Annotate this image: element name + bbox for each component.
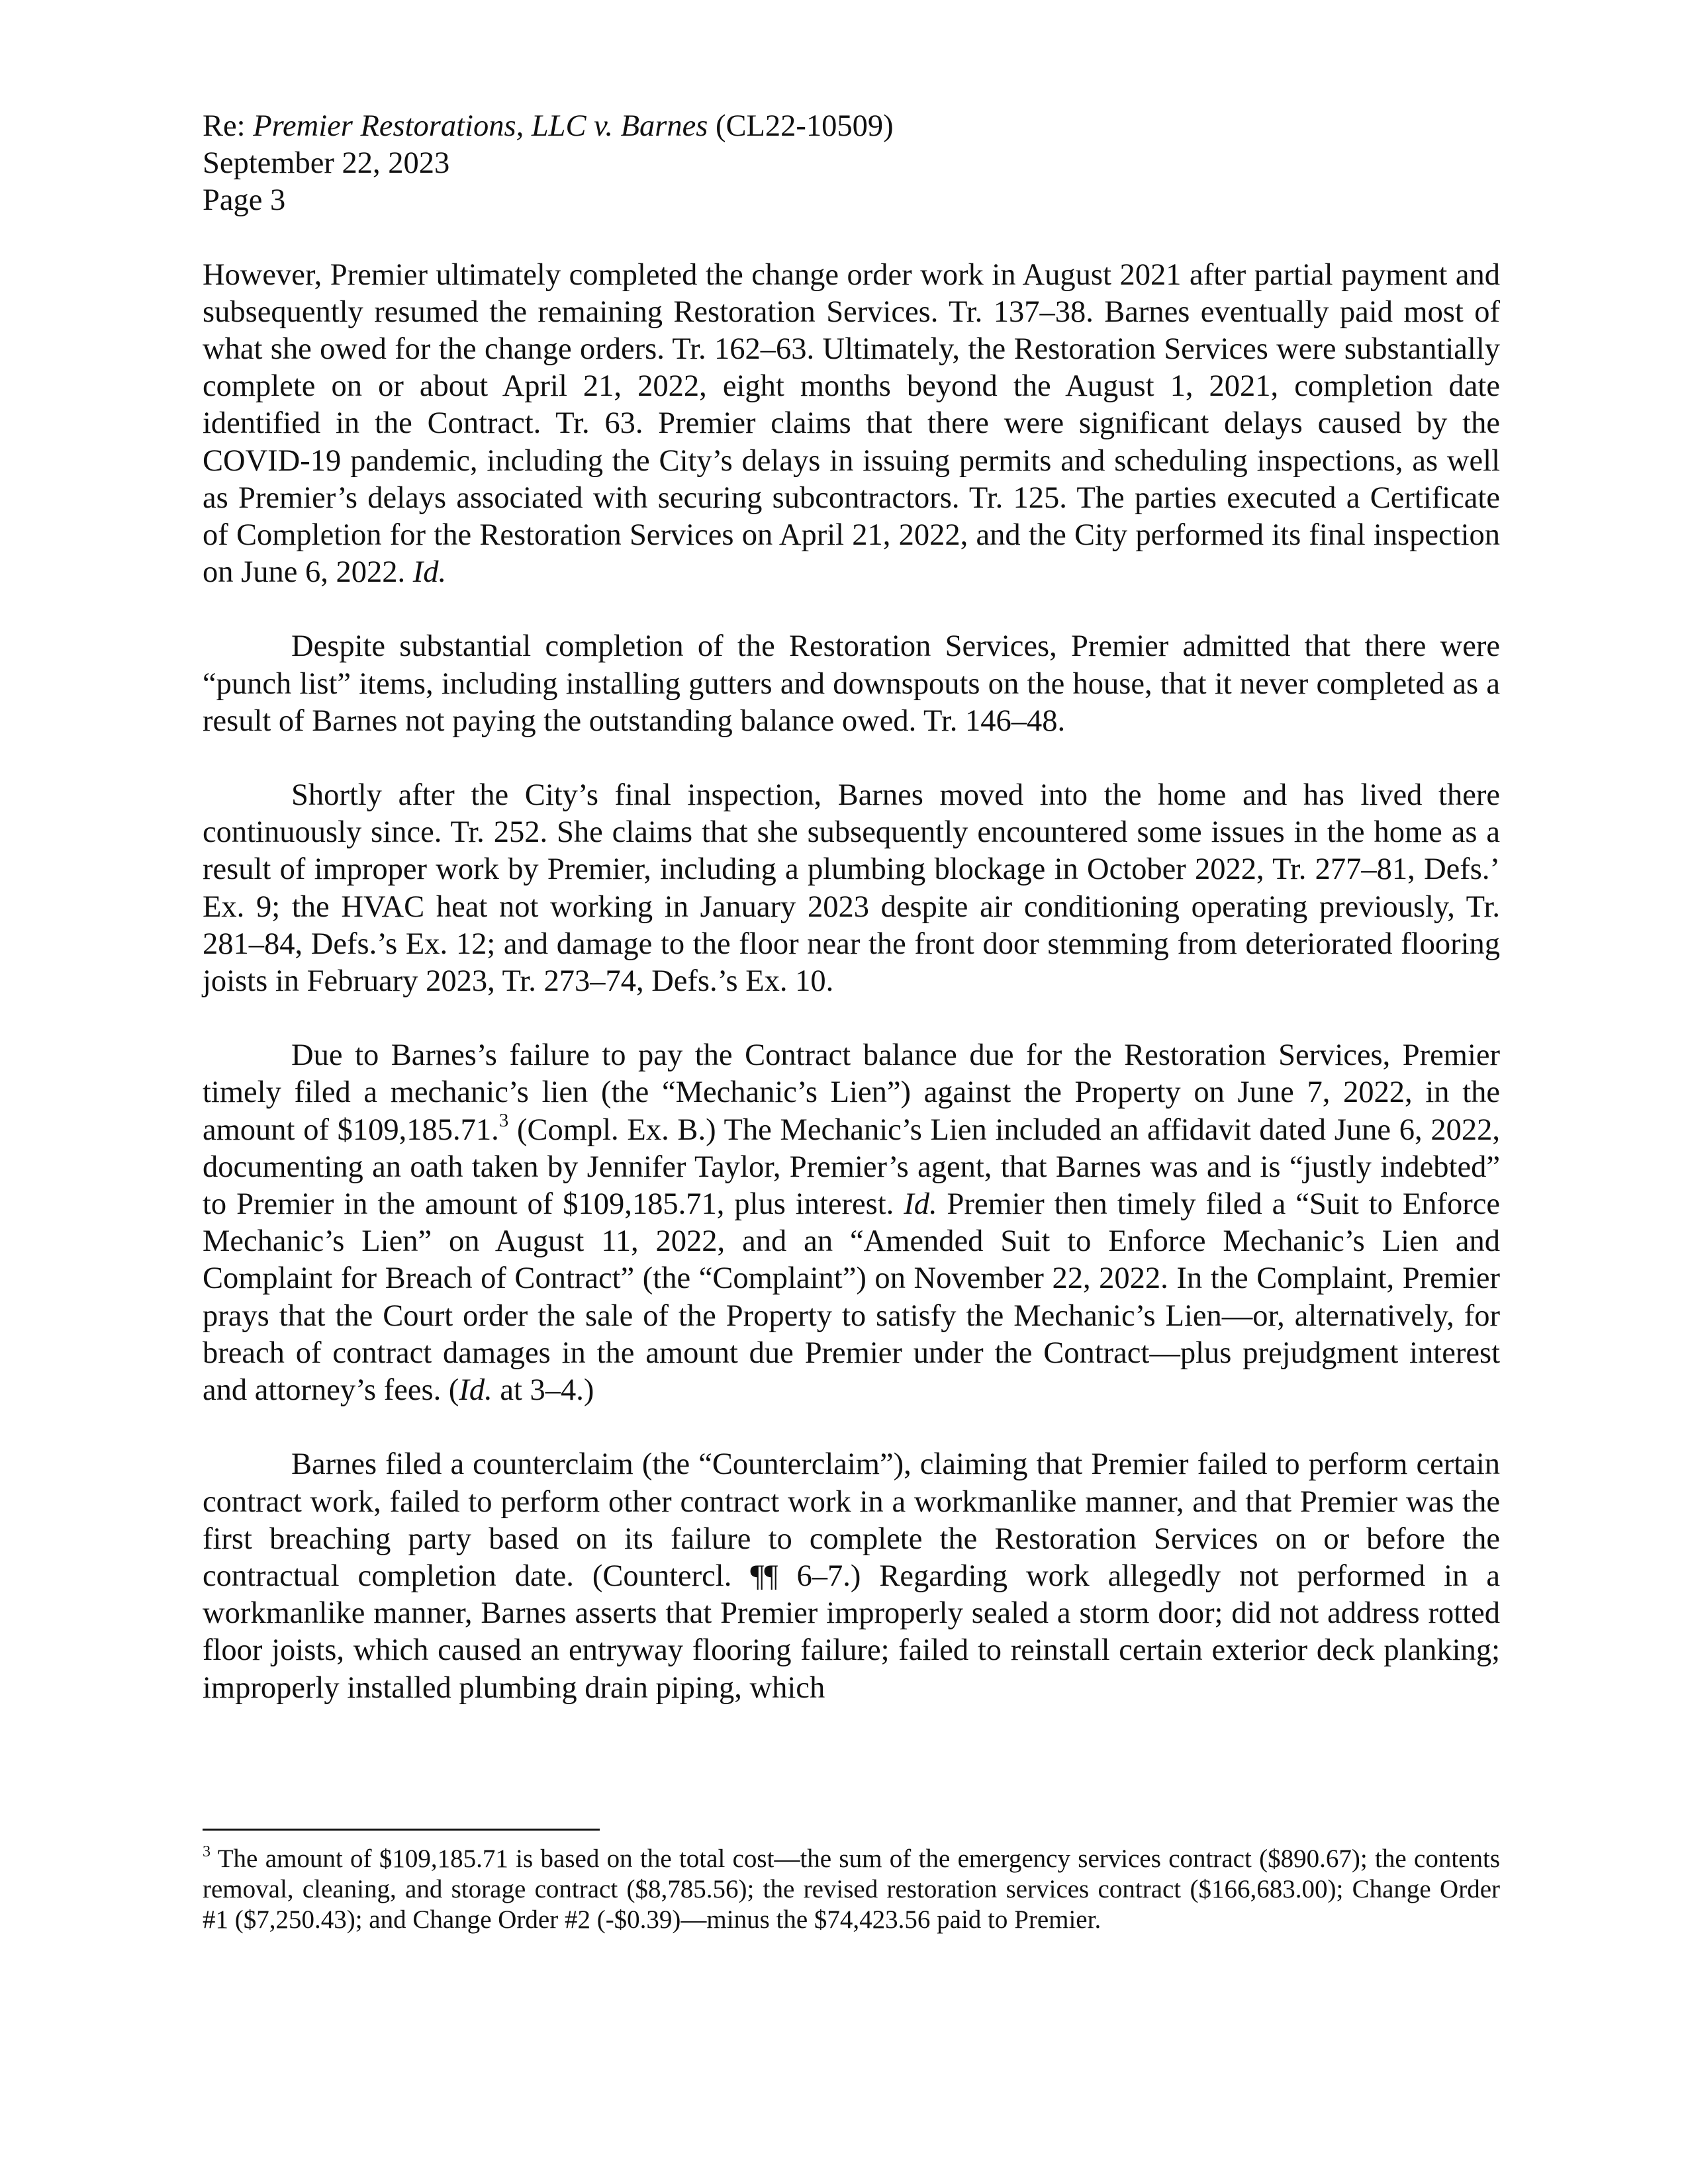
paragraph-5: Barnes filed a counterclaim (the “Counterclaim”), claiming that Premier failed to perform certain contract work, failed to perform other contract work in a workmanlike manner, and that Premier was the first breaching party based on its failure to complete the Restoration Services on or before the contractual completion date. (Countercl. ¶¶ 6–7.) Regarding work allegedly not performed in a workmanlike manner, Barnes asserts that Premier improperly sealed a storm door; did not address rotted floor joists, which caused an entryway flooring failure; failed to reinstall certain exterior deck planking; improperly installed plumbing drain piping, which [203,1447,1500,1705]
footnote-text: The amount of $109,185.71 is based on the total cost—the sum of the emergency services contract ($890.67); the contents removal, cleaning, and storage contract ($8,785.56); the revised restoration services contract ($166,683.00); Change Order #1 ($7,250.43); and Change Order #2 (-$0.39)—minus the $74,423.56 paid to Premier. [203,1844,1500,1934]
footnote-divider [203,1829,600,1831]
re-line [203,108,1500,145]
paragraph-2: Despite substantial completion of the Restoration Services, Premier admitted that there were “punch list” items, including installing gutters and downspouts on the house, that it never completed as a result of Barnes not paying the outstanding balance owed. Tr. 146–48. [203,629,1500,738]
page-number: Page 3 [203,183,286,218]
letter-header [203,108,1500,220]
case-number: (CL22-10509) [708,109,894,143]
paragraph-4-text-a: Due to Barnes’s failure to pay the Contract balance due for the Restoration Services, Premier timely filed a mechanic’s lien (the “Mechanic’s Lien”) against the Property on June 7, 2022, in the amount of $109,185.71. [203,1038,1500,1147]
paragraph-4 [203,1037,1500,1409]
page-content [203,108,1500,1707]
paragraph-4-text-d: at 3–4.) [492,1373,594,1408]
footnote-reference: 3 [498,1110,509,1132]
paragraph-3: Shortly after the City’s final inspection, Barnes moved into the home and has lived there continuously since. Tr. 252. She claims that she subsequently encountered some issues in the home as a result of improper work by Premier, including a plumbing blockage in October 2022, Tr. 277–81, Defs.’ Ex. 9; the HVAC heat not working in January 2023 despite air conditioning operating previously, Tr. 281–84, Defs.’s Ex. 12; and damage to the floor near the front door stemming from deteriorated flooring joists in February 2023, Tr. 273–74, Defs.’s Ex. 10. [203,778,1500,999]
id-citation: Id. [412,555,447,590]
id-citation: Id. [904,1187,937,1222]
id-citation: Id. [459,1373,492,1408]
paragraph-4-text-c: Premier then timely filed a “Suit to Enforce Mechanic’s Lien” on August 11, 2022, and an “Amended Suit to Enforce Mechanic’s Lien and Complaint for Breach of Contract” (the “Complaint”) on November 22, 2022. In the Complaint, Premier prays that the Court order the sale of the Property to satisfy the Mechanic’s Lien—or, alternatively, for breach of contract damages in the amount due Premier under the Contract—plus prejudgment interest and attorney’s fees. ( [203,1187,1500,1408]
re-prefix: Re: [203,109,254,143]
case-caption: Premier Restorations, LLC v. Barnes [253,109,708,143]
footnote-number: 3 [203,1842,211,1860]
paragraph-1-text: However, Premier ultimately completed the change order work in August 2021 after partial payment and subsequently resumed the remaining Restoration Services. Tr. 137–38. Barnes eventually paid most of what she owed for the change orders. Tr. 162–63. Ultimately, the Restoration Services were substantially complete on or about April 21, 2022, eight months beyond the August 1, 2021, completion date identified in the Contract. Tr. 63. Premier claims that there were significant delays caused by the COVID-19 pandemic, including the City’s delays in issuing permits and scheduling inspections, as well as Premier’s delays associated with securing subcontractors. Tr. 125. The parties executed a Certificate of Completion for the Restoration Services on April 21, 2022, and the City performed its final inspection on June 6, 2022. [203,257,1500,590]
paragraph-4-text-b: (Compl. Ex. B.) The Mechanic’s Lien included an affidavit dated June 6, 2022, documenting an oath taken by Jennifer Taylor, Premier’s agent, that Barnes was and is “justly indebted” to Premier in the amount of $109,185.71, plus interest. [203,1113,1500,1222]
letter-date: September 22, 2023 [203,146,450,181]
paragraph-1 [203,257,1500,592]
footnote-3 [203,1844,1500,1935]
